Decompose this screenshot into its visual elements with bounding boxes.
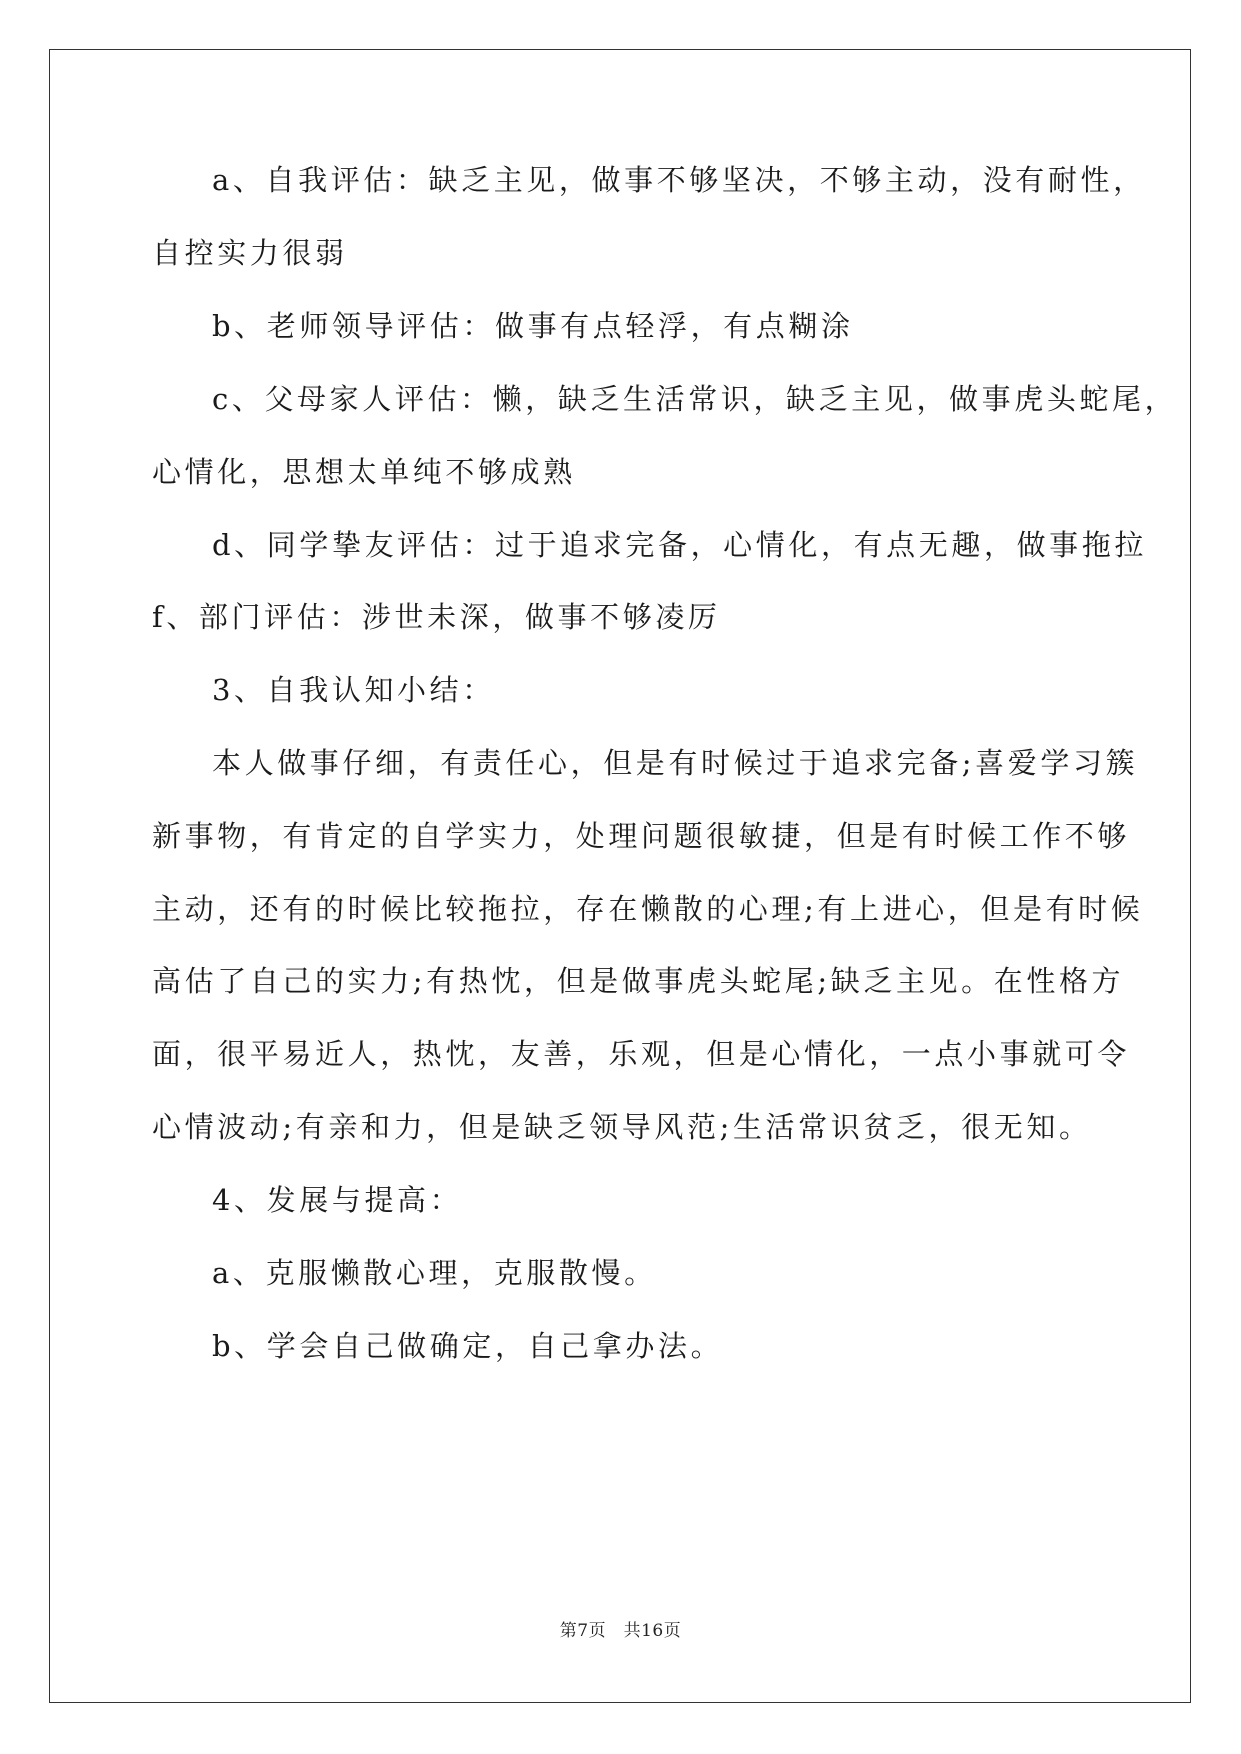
text-line: 新事物，有肯定的自学实力，处理问题很敏捷，但是有时候工作不够 [152,819,1131,853]
text-line: 高估了自己的实力;有热忱，但是做事虎头蛇尾;缺乏主见。在性格方 [152,964,1125,998]
text-line: 3、自我认知小结： [212,673,495,707]
page-border [49,49,1191,1703]
text-line: f、部门评估：涉世未深，做事不够凌厉 [152,600,721,634]
text-line: 面，很平易近人，热忱，友善，乐观，但是心情化，一点小事就可令 [152,1037,1131,1071]
text-line: a、自我评估：缺乏主见，做事不够坚决，不够主动，没有耐性， [212,163,1146,197]
text-line: 本人做事仔细，有责任心，但是有时候过于追求完备;喜爱学习簇 [212,746,1139,780]
text-line: 主动，还有的时候比较拖拉，存在懒散的心理;有上进心，但是有时候 [152,892,1144,926]
text-line: 自控实力很弱 [152,236,348,270]
text-line: a、克服懒散心理，克服散慢。 [212,1256,657,1290]
text-line: b、老师领导评估：做事有点轻浮，有点糊涂 [212,309,854,343]
text-line: 心情波动;有亲和力，但是缺乏领导风范;生活常识贫乏，很无知。 [152,1110,1092,1144]
text-line: 心情化，思想太单纯不够成熟 [152,455,576,489]
text-line: c、父母家人评估：懒，缺乏生活常识，缺乏主见，做事虎头蛇尾， [212,382,1178,416]
text-line: d、同学挚友评估：过于追求完备，心情化，有点无趣，做事拖拉 [212,528,1147,562]
page-number: 第7页 共16页 [559,1621,682,1641]
text-line: 4、发展与提高： [212,1183,463,1217]
text-line: b、学会自己做确定，自己拿办法。 [212,1329,724,1363]
